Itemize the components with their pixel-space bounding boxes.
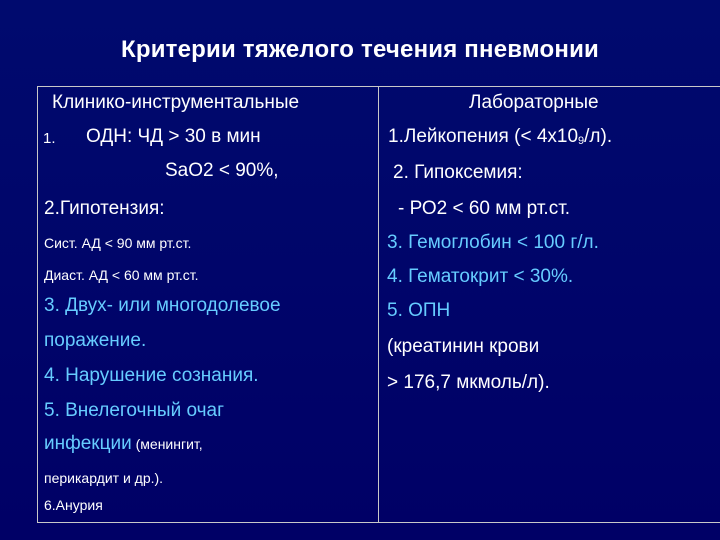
left-item-5-main: инфекции	[44, 433, 132, 454]
right-item-4: 4. Гематокрит < 30%.	[387, 266, 574, 287]
right-item-3: 3. Гемоглобин < 100 г/л.	[387, 232, 599, 253]
left-item-2-systolic: Сист. АД < 90 мм рт.ст.	[44, 235, 192, 251]
left-item-5-line3: перикардит и др.).	[44, 470, 164, 486]
left-item-6: 6.Анурия	[44, 497, 103, 513]
right-item-5: 5. ОПН	[387, 300, 451, 321]
left-item-2-diastolic: Диаст. АД < 60 мм рт.ст.	[44, 267, 199, 283]
right-item-1	[388, 126, 612, 150]
right-item-1-superscript: 9	[578, 135, 585, 147]
left-item-3-line2: поражение.	[44, 330, 147, 351]
left-item-5-line2	[44, 433, 203, 455]
right-item-5-line3: > 176,7 мкмоль/л).	[387, 372, 550, 393]
right-item-2-sub: - РО2 < 60 мм рт.ст.	[398, 198, 571, 219]
column-divider	[378, 86, 379, 523]
right-item-5-line2: (креатинин крови	[387, 336, 540, 357]
slide-title: Критерии тяжелого течения пневмонии	[121, 36, 599, 63]
right-item-1-pre: 1.Лейкопения (< 4х10	[388, 126, 579, 147]
right-item-2: 2. Гипоксемия:	[393, 162, 523, 183]
left-item-5-small: (менингит,	[131, 436, 203, 452]
left-column-header: Клинико-инструментальные	[52, 92, 300, 113]
left-item-1-line2: SaO2 < 90%,	[165, 160, 279, 181]
left-item-3-line1: 3. Двух- или многодолевое	[44, 295, 281, 316]
right-column-header: Лабораторные	[469, 92, 599, 113]
left-item-1-number: 1.	[43, 130, 56, 147]
left-item-4: 4. Нарушение сознания.	[44, 365, 259, 386]
right-item-1-post: /л).	[584, 126, 613, 147]
left-item-1-text: ОДН: ЧД > 30 в мин	[86, 126, 261, 147]
left-item-5-line1: 5. Внелегочный очаг	[44, 400, 225, 421]
left-item-2: 2.Гипотензия:	[44, 198, 165, 219]
